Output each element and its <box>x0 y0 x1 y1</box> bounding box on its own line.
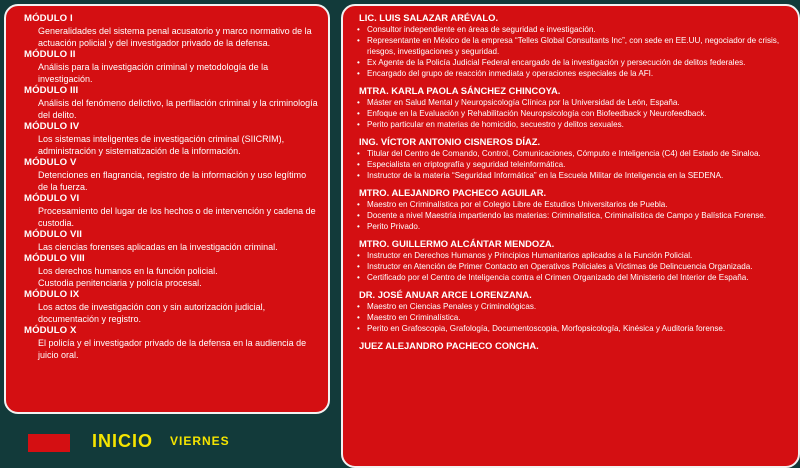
credential-item: • Instructor en Atención de Primer Contacto en Operativos Policiales a Víctimas de Delincuencia Organizada. <box>357 261 788 272</box>
instructor-name: MTRO. GUILLERMO ALCÁNTAR MENDOZA. <box>359 238 555 249</box>
module-item <box>24 253 322 289</box>
module-description-line: Los derechos humanos en la función policial. <box>38 266 218 276</box>
module-description-line: Los actos de investigación con y sin autorización judicial, documentación y registro. <box>38 302 266 324</box>
instructor-credentials <box>357 24 788 79</box>
credential-item: • Encargado del grupo de reacción inmediata y operaciones especiales de la AFI. <box>357 68 788 79</box>
instructor-credentials <box>357 97 788 130</box>
module-description-line: Generalidades del sistema penal acusatorio y marco normativo de la actuación policial y del investigador privado de la defensa. <box>38 26 312 48</box>
module-title: MÓDULO IV <box>24 121 80 132</box>
instructor-credentials <box>357 148 788 181</box>
instructor-block <box>357 136 788 181</box>
module-item <box>24 325 322 361</box>
credential-item: • Ex Agente de la Policía Judicial Federal encargado de la investigación y persecución de delitos federales. <box>357 57 788 68</box>
instructor-name: MTRO. ALEJANDRO PACHECO AGUILAR. <box>359 187 547 198</box>
module-description-line: Custodia penitenciaria y policía procesal. <box>38 278 202 288</box>
module-item <box>24 289 322 325</box>
instructor-name: JUEZ ALEJANDRO PACHECO CONCHA. <box>359 340 539 351</box>
module-title: MÓDULO VIII <box>24 253 85 264</box>
module-description-line: Análisis para la investigación criminal y metodología de la investigación. <box>38 62 269 84</box>
module-title: MÓDULO VII <box>24 229 83 240</box>
module-description-line: Procesamiento del lugar de los hechos o de intervención y cadena de custodia. <box>38 206 316 228</box>
credential-item: • Maestro en Criminalística por el Colegio Libre de Estudios Universitarios de Puebla. <box>357 199 788 210</box>
credential-item: • Maestro en Criminalística. <box>357 312 788 323</box>
credential-item: • Instructor en Derechos Humanos y Principios Humanitarios aplicados a la Función Policial. <box>357 250 788 261</box>
start-label: INICIO <box>92 431 154 451</box>
module-title: MÓDULO II <box>24 49 76 60</box>
credential-item: • Representante en México de la empresa “Telles Global Consultants Inc”, con sede en EE.UU, negociador de crisis, riesgos, investigaciones y seguridad. <box>357 35 788 57</box>
instructor-block <box>357 238 788 283</box>
modules-panel <box>4 4 330 414</box>
credential-item: • Enfoque en la Evaluación y Rehabilitación Neuropsicología con Biofeedback y Neurofeedback. <box>357 108 788 119</box>
module-item <box>24 157 322 193</box>
module-description <box>24 169 322 193</box>
instructor-block <box>357 85 788 130</box>
module-item <box>24 49 322 85</box>
module-item <box>24 229 322 253</box>
credential-item: • Instructor de la materia “Seguridad Informática” en la Escuela Militar de Inteligencia en la SEDENA. <box>357 170 788 181</box>
instructor-credentials <box>357 301 788 334</box>
instructor-block <box>357 12 788 79</box>
module-description <box>24 25 322 49</box>
instructor-block <box>357 289 788 334</box>
module-item <box>24 121 322 157</box>
module-title: MÓDULO IX <box>24 289 80 300</box>
module-item <box>24 85 322 121</box>
credential-item: • Máster en Salud Mental y Neuropsicología Clínica por la Universidad de León, España. <box>357 97 788 108</box>
module-description-line: Los sistemas inteligentes de investigación criminal (SIICRIM), administración y sistematización de la información. <box>38 134 285 156</box>
module-description <box>24 133 322 157</box>
footer-banner <box>28 432 328 452</box>
module-title: MÓDULO V <box>24 157 77 168</box>
module-description <box>24 337 322 361</box>
module-title: MÓDULO X <box>24 325 77 336</box>
module-item <box>24 193 322 229</box>
instructor-credentials <box>357 199 788 232</box>
module-description-line: Las ciencias forenses aplicadas en la investigación criminal. <box>38 242 278 252</box>
module-description <box>24 301 322 325</box>
module-description <box>24 97 322 121</box>
module-title: MÓDULO VI <box>24 193 80 204</box>
instructor-block <box>357 340 788 352</box>
credential-item: • Certificado por el Centro de Inteligencia contra el Crimen Organizado del Ministerio del Interior de España. <box>357 272 788 283</box>
credential-item: • Consultor independiente en áreas de seguridad e investigación. <box>357 24 788 35</box>
instructors-panel <box>341 4 800 468</box>
instructor-name: LIC. LUIS SALAZAR ARÉVALO. <box>359 12 499 23</box>
module-description <box>24 241 322 253</box>
instructor-name: DR. JOSÉ ANUAR ARCE LORENZANA. <box>359 289 532 300</box>
module-item <box>24 13 322 49</box>
credential-item: • Perito Privado. <box>357 221 788 232</box>
instructor-credentials <box>357 250 788 283</box>
instructor-block <box>357 187 788 232</box>
credential-item: • Docente a nivel Maestría impartiendo las materias: Criminalística, Criminalística de Campo y Balística Forense. <box>357 210 788 221</box>
module-description <box>24 205 322 229</box>
instructor-name: MTRA. KARLA PAOLA SÁNCHEZ CHINCOYA. <box>359 85 561 96</box>
module-description <box>24 61 322 85</box>
footer-tag-box <box>28 434 70 452</box>
credential-item: • Especialista en criptografía y seguridad teleinformática. <box>357 159 788 170</box>
module-title: MÓDULO I <box>24 13 73 24</box>
module-description-line: Análisis del fenómeno delictivo, la perfilación criminal y la criminología del delito. <box>38 98 318 120</box>
credential-item: • Maestro en Ciencias Penales y Criminológicas. <box>357 301 788 312</box>
credential-item: • Titular del Centro de Comando, Control, Comunicaciones, Cómputo e Inteligencia (C4) del Estado de Sinaloa. <box>357 148 788 159</box>
credential-item: • Perito en Grafoscopia, Grafología, Documentoscopia, Morfopsicología, Kinésica y Auditoria forense. <box>357 323 788 334</box>
instructors-list <box>343 6 798 352</box>
credential-item: • Perito particular en materias de homicidio, secuestro y delitos sexuales. <box>357 119 788 130</box>
modules-list <box>6 6 328 361</box>
instructor-name: ING. VÍCTOR ANTONIO CISNEROS DÍAZ. <box>359 136 541 147</box>
day-label: VIERNES <box>170 434 230 448</box>
module-description-line: Detenciones en flagrancia, registro de la información y uso legítimo de la fuerza. <box>38 170 307 192</box>
module-description-line: El policía y el investigador privado de la defensa en la audiencia de juicio oral. <box>38 338 307 360</box>
module-title: MÓDULO III <box>24 85 79 96</box>
module-description <box>24 265 322 289</box>
